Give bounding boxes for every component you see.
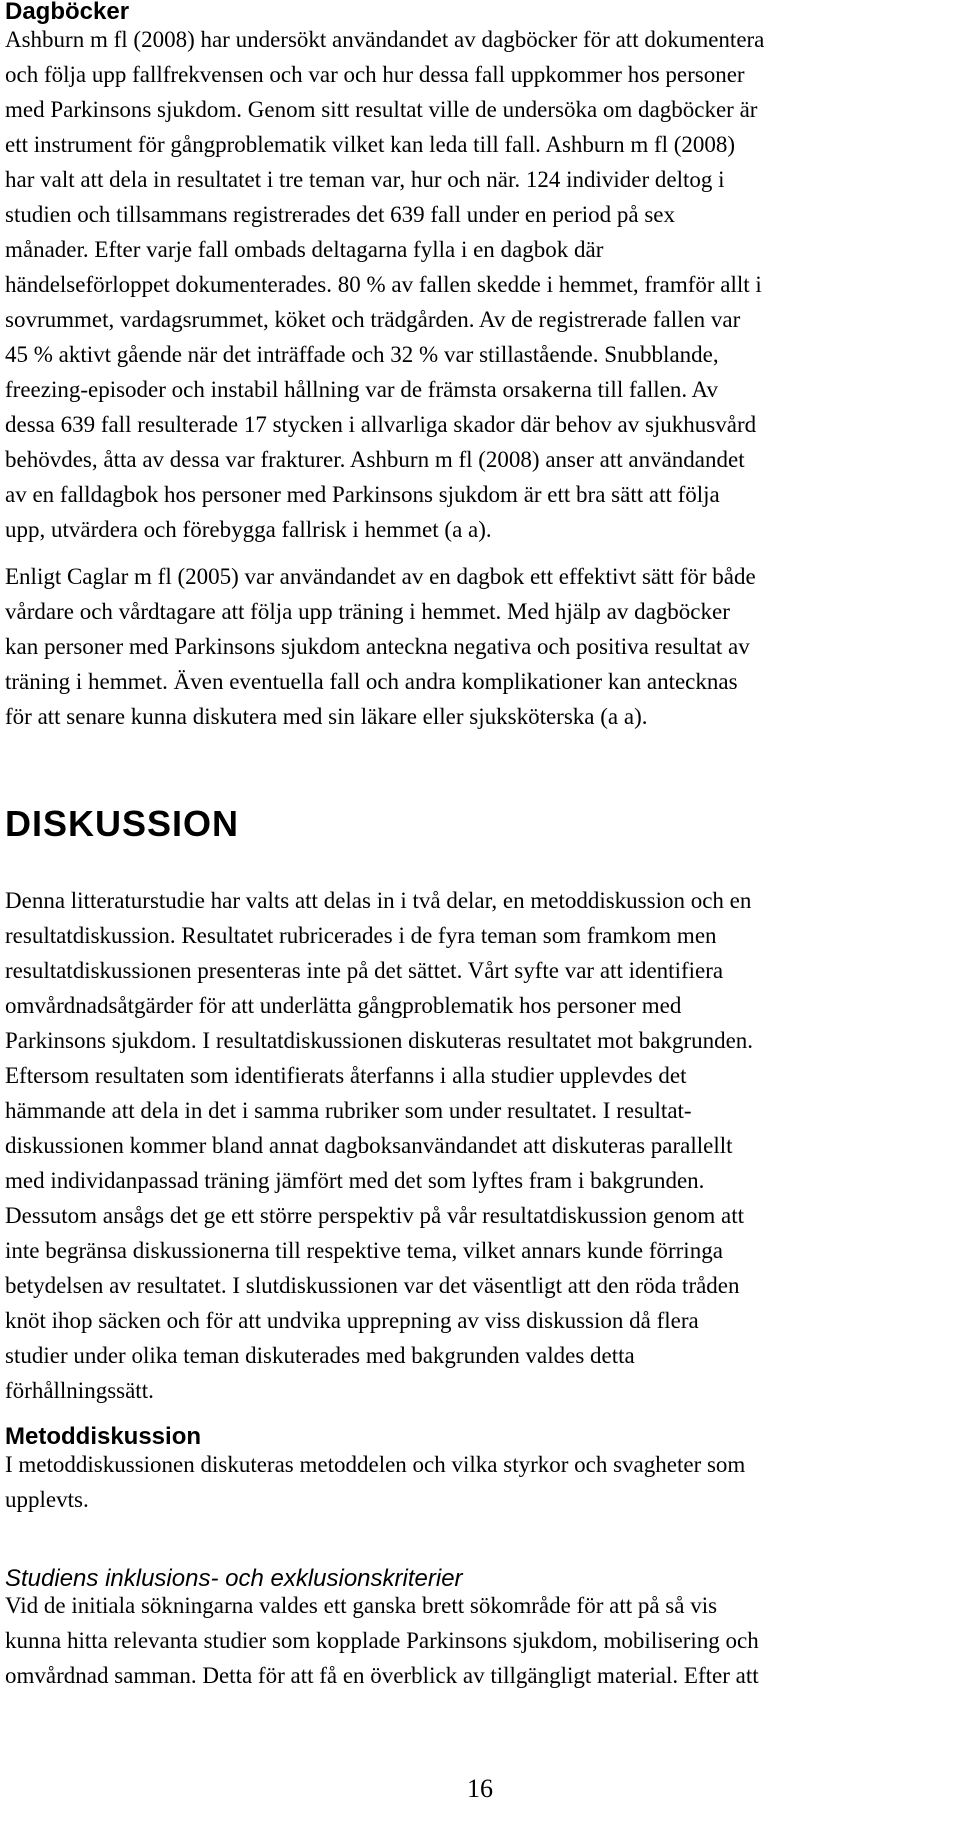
text-line: Vid de initiala sökningarna valdes ett ganska brett sökområde för att på så vis <box>5 1593 718 1618</box>
text-line: kan personer med Parkinsons sjukdom anteckna negativa och positiva resultat av <box>5 634 750 659</box>
paragraph-metoddiskussion <box>5 1447 957 1517</box>
section-title-metoddiskussion: Metoddiskussion <box>5 1423 202 1450</box>
text-line: studier under olika teman diskuterades med bakgrunden valdes detta <box>5 1343 635 1368</box>
text-line: händelseförloppet dokumenterades. 80 % av fallen skedde i hemmet, framför allt i <box>5 272 762 297</box>
text-line: betydelsen av resultatet. I slutdiskussionen var det väsentligt att den röda tråden <box>5 1273 740 1298</box>
text-line: resultatdiskussionen presenteras inte på det sättet. Vårt syfte var att identifiera <box>5 958 724 983</box>
text-line: kunna hitta relevanta studier som kopplade Parkinsons sjukdom, mobilisering och <box>5 1628 759 1653</box>
paragraph-diskussion-intro <box>5 883 957 1408</box>
text-line: freezing-episoder och instabil hållning var de främsta orsakerna till fallen. Av <box>5 377 718 402</box>
text-line: Enligt Caglar m fl (2005) var användandet av en dagbok ett effektivt sätt för både <box>5 564 756 589</box>
text-line: 45 % aktivt gående när det inträffade och 32 % var stillastående. Snubblande, <box>5 342 719 367</box>
section-title-diskussion: DISKUSSION <box>5 803 240 844</box>
text-line: dessa 639 fall resulterade 17 stycken i allvarliga skador där behov av sjukhusvård <box>5 412 757 437</box>
text-line: har valt att dela in resultatet i tre teman var, hur och när. 124 individer deltog i <box>5 167 725 192</box>
text-line: Parkinsons sjukdom. I resultatdiskussionen diskuteras resultatet mot bakgrunden. <box>5 1028 754 1053</box>
text-line: sovrummet, vardagsrummet, köket och trädgården. Av de registrerade fallen var <box>5 307 741 332</box>
text-line: inte begränsa diskussionerna till respektive tema, vilket annars kunde förringa <box>5 1238 723 1263</box>
text-line: omvårdnadsåtgärder för att underlätta gångproblematik hos personer med <box>5 993 682 1018</box>
section-title-dagbocker: Dagböcker <box>5 0 130 25</box>
text-line: träning i hemmet. Även eventuella fall och andra komplikationer kan antecknas <box>5 669 738 694</box>
text-line: behövdes, åtta av dessa var frakturer. Ashburn m fl (2008) anser att användandet <box>5 447 745 472</box>
text-line: knöt ihop säcken och för att undvika upprepning av viss diskussion då flera <box>5 1308 699 1333</box>
text-line: resultatdiskussion. Resultatet rubricerades i de fyra teman som framkom men <box>5 923 717 948</box>
text-line: omvårdnad samman. Detta för att få en överblick av tillgängligt material. Efter att <box>5 1663 759 1688</box>
text-line: månader. Efter varje fall ombads deltagarna fylla i en dagbok där <box>5 237 604 262</box>
text-line: vårdare och vårdtagare att följa upp träning i hemmet. Med hjälp av dagböcker <box>5 599 730 624</box>
text-line: I metoddiskussionen diskuteras metoddelen och vilka styrkor och svagheter som <box>5 1452 746 1477</box>
page-number: 16 <box>467 1774 493 1803</box>
text-line: studien och tillsammans registrerades det 639 fall under en period på sex <box>5 202 675 227</box>
text-line: av en falldagbok hos personer med Parkinsons sjukdom är ett bra sätt att följa <box>5 482 720 507</box>
text-line: hämmande att dela in det i samma rubriker som under resultatet. I resultat- <box>5 1098 692 1123</box>
text-line: Dessutom ansågs det ge ett större perspektiv på vår resultatdiskussion genom att <box>5 1203 745 1228</box>
text-line: med Parkinsons sjukdom. Genom sitt resultat ville de undersöka om dagböcker är <box>5 97 758 122</box>
subsection-title-inklusion: Studiens inklusions- och exklusionskriterier <box>5 1565 463 1592</box>
text-line: Denna litteraturstudie har valts att delas in i två delar, en metoddiskussion och en <box>5 888 752 913</box>
paragraph-inklusion <box>5 1588 957 1693</box>
text-line: ett instrument för gångproblematik vilket kan leda till fall. Ashburn m fl (2008) <box>5 132 736 157</box>
text-line: Eftersom resultaten som identifierats återfanns i alla studier upplevdes det <box>5 1063 687 1088</box>
text-line: och följa upp fallfrekvensen och var och hur dessa fall uppkommer hos personer <box>5 62 745 87</box>
text-line: förhållningssätt. <box>5 1378 154 1403</box>
text-line: för att senare kunna diskutera med sin läkare eller sjuksköterska (a a). <box>5 704 648 729</box>
paragraph-dagbocker-ashburn <box>5 22 957 547</box>
paragraph-dagbocker-caglar <box>5 559 957 734</box>
text-line: diskussionen kommer bland annat dagboksanvändandet att diskuteras parallellt <box>5 1133 733 1158</box>
text-line: med individanpassad träning jämfört med det som lyftes fram i bakgrunden. <box>5 1168 705 1193</box>
text-line: Ashburn m fl (2008) har undersökt användandet av dagböcker för att dokumentera <box>5 27 765 52</box>
text-line: upplevts. <box>5 1487 89 1512</box>
text-line: upp, utvärdera och förebygga fallrisk i hemmet (a a). <box>5 517 492 542</box>
